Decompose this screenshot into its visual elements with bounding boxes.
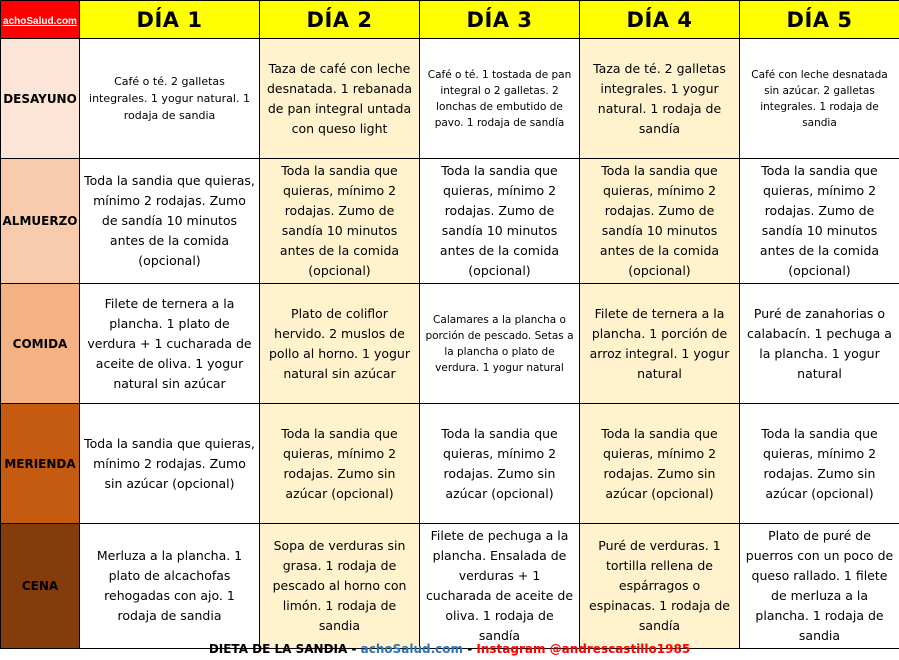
footer-title: DIETA DE LA SANDIA (208, 642, 348, 656)
meal-row-almuerzo (1, 159, 899, 284)
meal-cell: Puré de zanahorias o calabacín. 1 pechuga a la plancha. 1 yogur natural (740, 284, 899, 404)
brand-link[interactable]: achoSalud.com (3, 15, 77, 27)
meal-row-merienda (1, 404, 899, 524)
meal-cell: Toda la sandia que quieras, mínimo 2 rodajas. Zumo sin azúcar (opcional) (740, 404, 899, 524)
meal-row-cena (1, 524, 899, 649)
meal-cell: Taza de té. 2 galletas integrales. 1 yogur natural. 1 rodaja de sandía (580, 39, 740, 159)
meal-cell: Toda la sandia que quieras, mínimo 2 rodajas. Zumo sin azúcar (opcional) (260, 404, 420, 524)
meal-label: ALMUERZO (1, 159, 80, 284)
meal-label: COMIDA (1, 284, 80, 404)
meal-cell: Toda la sandia que quieras, mínimo 2 rodajas. Zumo de sandía 10 minutos antes de la comida (opcional) (260, 159, 420, 284)
footer-separator: - (347, 642, 361, 656)
footer-caption (0, 638, 899, 660)
footer-separator: - (463, 642, 477, 656)
footer-instagram-link[interactable]: Instagram @andrescastillo1985 (476, 642, 691, 656)
meal-cell: Café con leche desnatada sin azúcar. 2 galletas integrales. 1 rodaja de sandia (740, 39, 899, 159)
meal-cell: Plato de puré de puerros con un poco de queso rallado. 1 filete de merluza a la plancha. 1 rodaja de sandia (740, 524, 899, 649)
meal-cell: Filete de ternera a la plancha. 1 plato de verdura + 1 cucharada de aceite de oliva. 1 yogur natural sin azúcar (80, 284, 260, 404)
meal-cell: Calamares a la plancha o porción de pescado. Setas a la plancha o plato de verdura. 1 yogur natural (420, 284, 580, 404)
meal-cell: Filete de pechuga a la plancha. Ensalada de verduras + 1 cucharada de aceite de oliva. 1 rodaja de sandía (420, 524, 580, 649)
meal-cell: Café o té. 2 galletas integrales. 1 yogur natural. 1 rodaja de sandia (80, 39, 260, 159)
meal-cell: Puré de verduras. 1 tortilla rellena de espárragos o espinacas. 1 rodaja de sandía (580, 524, 740, 649)
day-header: DÍA 3 (420, 1, 580, 39)
meal-cell: Taza de café con leche desnatada. 1 rebanada de pan integral untada con queso light (260, 39, 420, 159)
meal-row-comida (1, 284, 899, 404)
meal-cell: Toda la sandia que quieras, mínimo 2 rodajas. Zumo de sandía 10 minutos antes de la comida (opcional) (740, 159, 899, 284)
meal-cell: Toda la sandia que quieras, mínimo 2 rodajas. Zumo de sandía 10 minutos antes de la comida (opcional) (420, 159, 580, 284)
meal-cell: Merluza a la plancha. 1 plato de alcachofas rehogadas con ajo. 1 rodaja de sandia (80, 524, 260, 649)
meal-row-desayuno (1, 39, 899, 159)
meal-cell: Toda la sandia que quieras, mínimo 2 rodajas. Zumo de sandía 10 minutos antes de la comida (opcional) (80, 159, 260, 284)
meal-label: MERIENDA (1, 404, 80, 524)
day-header: DÍA 1 (80, 1, 260, 39)
meal-cell: Toda la sandia que quieras, mínimo 2 rodajas. Zumo de sandía 10 minutos antes de la comida (opcional) (580, 159, 740, 284)
meal-cell: Sopa de verduras sin grasa. 1 rodaja de pescado al horno con limón. 1 rodaja de sandia (260, 524, 420, 649)
meal-label: CENA (1, 524, 80, 649)
header-row (1, 1, 899, 39)
meal-cell: Filete de ternera a la plancha. 1 porción de arroz integral. 1 yogur natural (580, 284, 740, 404)
meal-cell: Café o té. 1 tostada de pan integral o 2 galletas. 2 lonchas de embutido de pavo. 1 rodaja de sandía (420, 39, 580, 159)
brand-cell[interactable] (1, 1, 80, 39)
day-header: DÍA 5 (740, 1, 899, 39)
day-header: DÍA 4 (580, 1, 740, 39)
meal-cell: Toda la sandia que quieras, mínimo 2 rodajas. Zumo sin azúcar (opcional) (420, 404, 580, 524)
meal-cell: Plato de coliflor hervido. 2 muslos de pollo al horno. 1 yogur natural sin azúcar (260, 284, 420, 404)
meal-cell: Toda la sandia que quieras, mínimo 2 rodajas. Zumo sin azúcar (opcional) (580, 404, 740, 524)
meal-cell: Toda la sandia que quieras, mínimo 2 rodajas. Zumo sin azúcar (opcional) (80, 404, 260, 524)
day-header: DÍA 2 (260, 1, 420, 39)
footer-site-link[interactable]: achoSalud.com (360, 642, 464, 656)
meal-label: DESAYUNO (1, 39, 80, 159)
